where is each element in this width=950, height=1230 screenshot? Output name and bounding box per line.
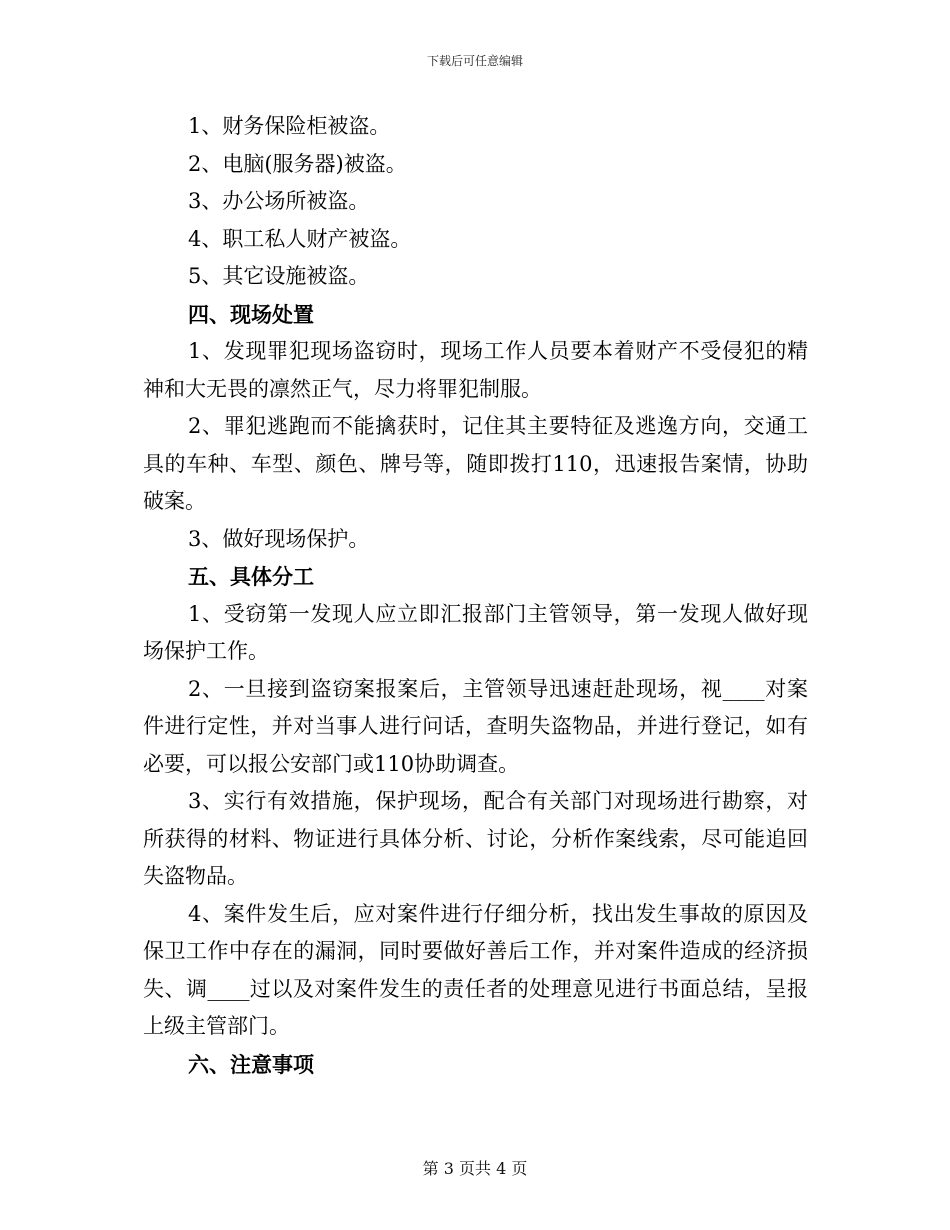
section-heading-6: 六、注意事项 bbox=[188, 1051, 314, 1077]
section-heading-4: 四、现场处置 bbox=[188, 301, 314, 327]
page-header-note: 下载后可任意编辑 bbox=[426, 54, 523, 68]
list-item-2: 2、电脑(服务器)被盗。 bbox=[188, 151, 407, 176]
list-item-3: 3、办公场所被盗。 bbox=[188, 189, 370, 213]
paragraph-5-3: 3、实行有效措施，保护现场，配合有关部门对现场进行勘察，对所获得的材料、物证进行具体分析、讨论，分析作案线索，尽可能追回失盗物品。 bbox=[143, 789, 808, 888]
paragraph-5-1: 1、受窃第一发现人应立即汇报部门主管领导，第一发现人做好现场保护工作。 bbox=[143, 601, 808, 663]
paragraph-4-3: 3、做好现场保护。 bbox=[188, 526, 370, 551]
paragraph-5-2: 2、一旦接到盗窃案报案后，主管领导迅速赶赴现场，视____对案件进行定性，并对当事人进行问话，查明失盗物品，并进行登记，如有必要，可以报公安部门或110协助调查。 bbox=[143, 676, 808, 776]
section-heading-5: 五、具体分工 bbox=[188, 564, 314, 589]
paragraph-4-2: 2、罪犯逃跑而不能擒获时，记住其主要特征及逃逸方向，交通工具的车种、车型、颜色、牌号等，随即拨打110，迅速报告案情，协助破案。 bbox=[143, 414, 808, 513]
paragraph-4-1: 1、发现罪犯现场盗窃时，现场工作人员要本着财产不受侵犯的精神和大无畏的凛然正气，尽力将罪犯制服。 bbox=[143, 339, 808, 401]
list-item-5: 5、其它设施被盗。 bbox=[188, 264, 370, 288]
document-body bbox=[143, 108, 808, 1083]
list-item-4: 4、职工私人财产被盗。 bbox=[188, 226, 412, 251]
list-item-1: 1、财务保险柜被盗。 bbox=[188, 114, 391, 138]
page-footer-number: 第 3 页共 4 页 bbox=[422, 1159, 528, 1178]
paragraph-5-4: 4、案件发生后，应对案件进行仔细分析，找出发生事故的原因及保卫工作中存在的漏洞，同时要做好善后工作，并对案件造成的经济损失、调____过以及对案件发生的责任者的处理意见进行书面总结，呈报上级主管部门。 bbox=[143, 901, 808, 1038]
